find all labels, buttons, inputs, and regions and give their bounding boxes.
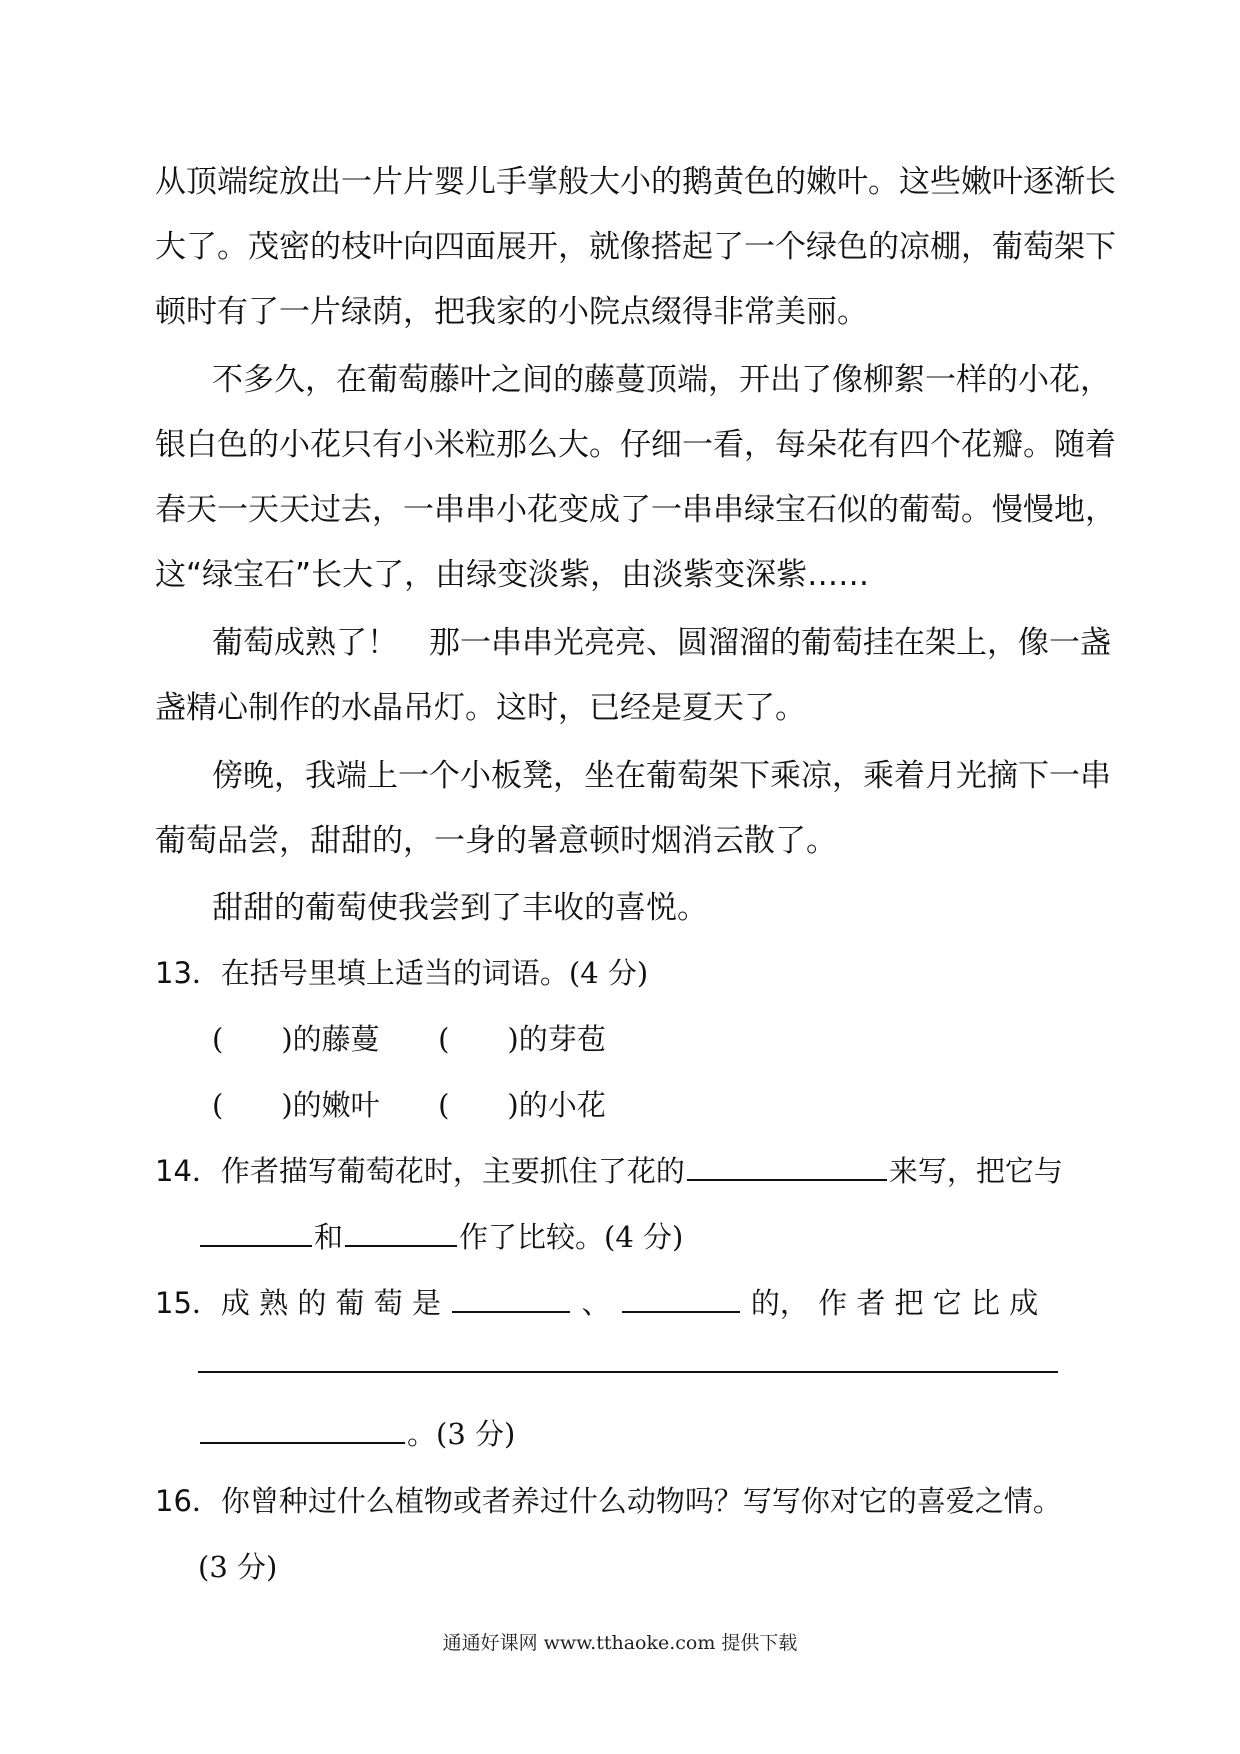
passage-line: 葡萄成熟了！ 那一串串光亮亮、圆溜溜的葡萄挂在架上，像一盏 — [212, 625, 1111, 661]
passage-line: 葡萄品尝，甜甜的，一身的暑意顿时烟消云散了。 — [155, 823, 837, 859]
passage-line: 大了。茂密的枝叶向四面展开，就像搭起了一个绿色的凉棚，葡萄架下 — [155, 229, 1116, 265]
question-text: 的， 作 者 把 它 比 成 — [750, 1286, 1039, 1320]
answer-paren[interactable]: ( ) — [212, 1088, 293, 1122]
q13-item: 的芽苞 — [518, 1022, 606, 1056]
answer-paren[interactable]: ( ) — [438, 1022, 519, 1056]
question-text: 。(3 分) — [407, 1417, 516, 1451]
question-number: 13． — [155, 956, 221, 990]
q13-row-2 — [212, 1085, 1117, 1125]
passage-line: 不多久，在葡萄藤叶之间的藤蔓顶端，开出了像柳絮一样的小花， — [212, 362, 1111, 398]
question-14 — [155, 1151, 1063, 1191]
question-text: 来写，把它与 — [888, 1154, 1063, 1188]
answer-blank[interactable] — [452, 1283, 570, 1313]
separator: 、 — [581, 1286, 611, 1320]
question-text: 你曾种过什么植物或者养过什么动物吗？写写你对它的喜爱之情。 — [220, 1484, 1062, 1518]
passage-line: 银白色的小花只有小米粒那么大。仔细一看，每朵花有四个花瓣。随着 — [155, 427, 1116, 463]
answer-blank[interactable] — [200, 1414, 405, 1444]
question-15 — [155, 1283, 1060, 1323]
passage-line: 甜甜的葡萄使我尝到了丰收的喜悦。 — [212, 890, 708, 926]
passage-line: 从顶端绽放出一片片婴儿手掌般大小的鹅黄色的嫩叶。这些嫩叶逐渐长 — [155, 164, 1116, 200]
passage-line: 傍晚，我端上一个小板凳，坐在葡萄架下乘凉，乘着月光摘下一串 — [212, 758, 1111, 794]
answer-paren[interactable]: ( ) — [212, 1022, 293, 1056]
passage-line: 顿时有了一片绿荫，把我家的小院点缀得非常美丽。 — [155, 294, 868, 330]
passage-line: 盏精心制作的水晶吊灯。这时，已经是夏天了。 — [155, 690, 806, 726]
answer-blank[interactable] — [200, 1217, 312, 1247]
q13-item: 的小花 — [518, 1088, 606, 1122]
answer-blank[interactable] — [622, 1283, 740, 1313]
q13-item: 的嫩叶 — [292, 1088, 380, 1122]
question-text: 作者描写葡萄花时，主要抓住了花的 — [220, 1154, 685, 1188]
question-16-score: (3 分) — [198, 1550, 278, 1584]
answer-line[interactable] — [198, 1371, 1058, 1373]
question-15-cont — [198, 1414, 1103, 1454]
question-text: 成 熟 的 葡 萄 是 — [220, 1286, 441, 1320]
footer-credit: 通通好课网 www.tthaoke.com 提供下载 — [442, 1632, 798, 1654]
q13-row-1 — [212, 1019, 1117, 1059]
passage-line: 这“绿宝石”长大了，由绿变淡紫，由淡紫变深紫…… — [155, 557, 870, 593]
question-14-cont — [198, 1217, 1103, 1257]
question-number: 16． — [155, 1484, 221, 1518]
answer-blank[interactable] — [345, 1217, 457, 1247]
question-13 — [155, 953, 1060, 993]
question-number: 15． — [155, 1286, 221, 1320]
answer-paren[interactable]: ( ) — [438, 1088, 519, 1122]
question-number: 14． — [155, 1154, 221, 1188]
question-text: 和 — [314, 1220, 344, 1254]
question-text: 作了比较。(4 分) — [459, 1220, 684, 1254]
passage-line: 春天一天天过去，一串串小花变成了一串串绿宝石似的葡萄。慢慢地， — [155, 492, 1116, 528]
question-text: 在括号里填上适当的词语。(4 分) — [220, 956, 649, 990]
question-16 — [155, 1481, 1060, 1521]
q13-item: 的藤蔓 — [292, 1022, 380, 1056]
answer-blank[interactable] — [687, 1151, 887, 1181]
